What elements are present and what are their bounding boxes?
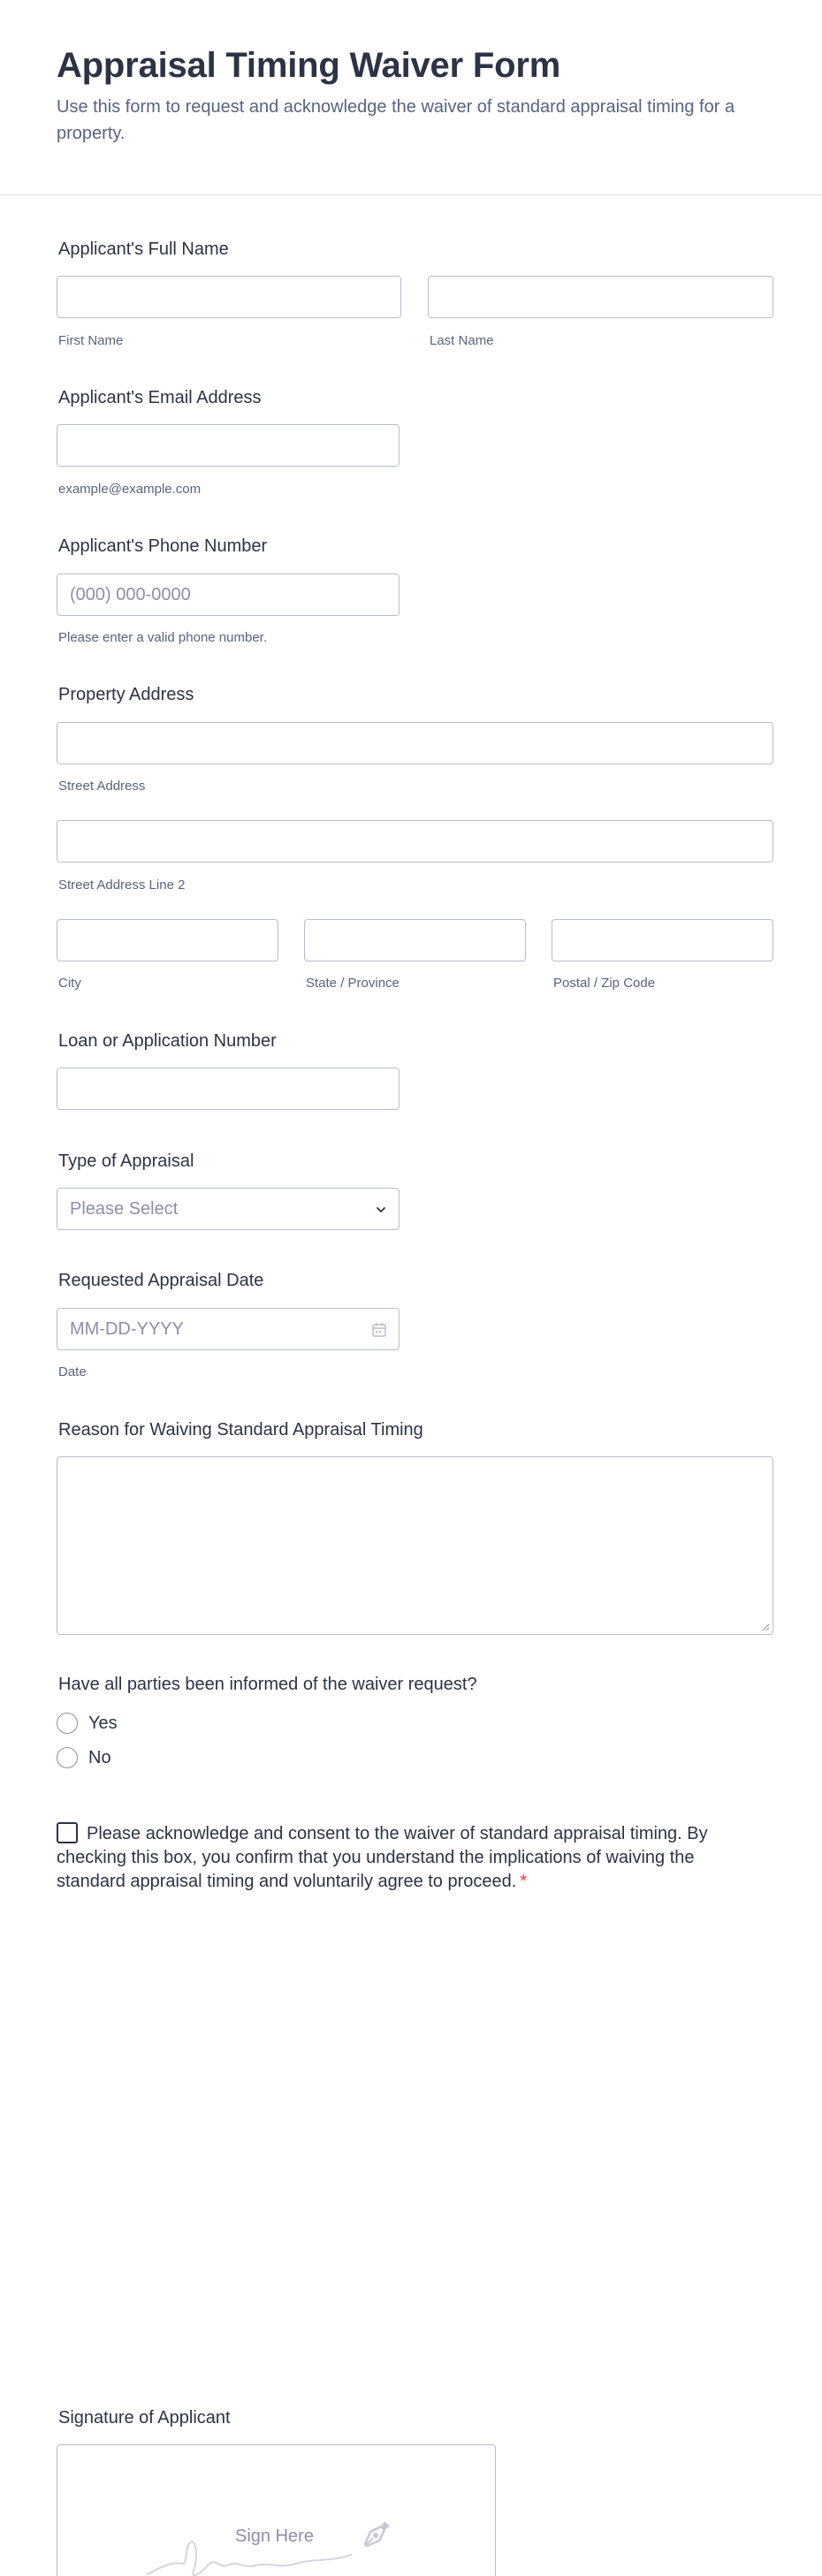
phone-sublabel: Please enter a valid phone number. xyxy=(58,630,267,645)
radio-option-yes[interactable] xyxy=(57,1711,118,1736)
street-address-sublabel: Street Address xyxy=(58,779,146,794)
email-input[interactable] xyxy=(57,424,400,467)
reason-textarea[interactable] xyxy=(57,1456,773,1635)
city-input[interactable] xyxy=(57,919,278,961)
required-mark: * xyxy=(520,1872,528,1891)
state-sublabel: State / Province xyxy=(306,976,400,991)
date-sublabel: Date xyxy=(58,1364,87,1379)
email-label: Applicant's Email Address xyxy=(58,388,262,407)
first-name-sublabel: First Name xyxy=(58,333,124,348)
loan-number-input[interactable] xyxy=(57,1068,400,1110)
street-address-line2-sublabel: Street Address Line 2 xyxy=(58,878,186,893)
consent-checkbox[interactable] xyxy=(57,1822,78,1843)
reason-label: Reason for Waiving Standard Appraisal Timing xyxy=(58,1420,423,1440)
radio-button[interactable] xyxy=(57,1747,78,1768)
date-input[interactable] xyxy=(57,1308,400,1350)
appraisal-type-select[interactable] xyxy=(57,1188,400,1230)
email-sublabel: example@example.com xyxy=(58,482,202,497)
signature-pad[interactable] xyxy=(57,2444,496,2576)
form-title: Appraisal Timing Waiver Form xyxy=(57,46,561,85)
phone-input[interactable] xyxy=(57,574,400,616)
radio-button[interactable] xyxy=(57,1713,78,1734)
form-subtitle: Use this form to request and acknowledge the waiver of standard appraisal timing for a property. xyxy=(57,97,735,143)
consent-text: Please acknowledge and consent to the waiver of standard appraisal timing. By checking this box, you confirm that you understand the implications of waiving the standard appraisal timing and voluntarily agree to proceed. xyxy=(57,1824,708,1891)
city-sublabel: City xyxy=(58,976,81,991)
full-name-label: Applicant's Full Name xyxy=(58,239,229,259)
informed-label: Have all parties been informed of the waiver request? xyxy=(58,1675,477,1694)
zip-sublabel: Postal / Zip Code xyxy=(553,976,656,991)
date-placeholder: MM-DD-YYYY xyxy=(70,1319,184,1339)
state-input[interactable] xyxy=(304,919,526,961)
radio-label-yes: Yes xyxy=(88,1713,118,1733)
street-address-line2-input[interactable] xyxy=(57,820,773,862)
form-header xyxy=(0,0,822,195)
first-name-input[interactable] xyxy=(57,276,401,318)
resize-handle-icon[interactable] xyxy=(761,1622,770,1631)
chevron-down-icon xyxy=(374,1203,388,1217)
loan-number-label: Loan or Application Number xyxy=(58,1031,277,1051)
last-name-input[interactable] xyxy=(428,276,773,318)
appraisal-type-placeholder: Please Select xyxy=(70,1199,179,1219)
appraisal-type-label: Type of Appraisal xyxy=(58,1151,194,1171)
phone-label: Applicant's Phone Number xyxy=(58,536,268,556)
signature-label: Signature of Applicant xyxy=(58,2408,231,2428)
address-label: Property Address xyxy=(58,685,194,704)
consent-field xyxy=(57,1822,711,1894)
date-label: Requested Appraisal Date xyxy=(58,1271,264,1290)
calendar-icon[interactable] xyxy=(370,1321,388,1339)
radio-label-no: No xyxy=(88,1747,111,1767)
zip-input[interactable] xyxy=(552,919,773,961)
street-address-input[interactable] xyxy=(57,722,773,764)
sign-here-text: Sign Here xyxy=(235,2527,314,2546)
last-name-sublabel: Last Name xyxy=(430,333,494,348)
pen-nib-icon xyxy=(358,2518,393,2553)
radio-option-no[interactable] xyxy=(57,1745,111,1770)
phone-placeholder: (000) 000-0000 xyxy=(70,585,191,604)
